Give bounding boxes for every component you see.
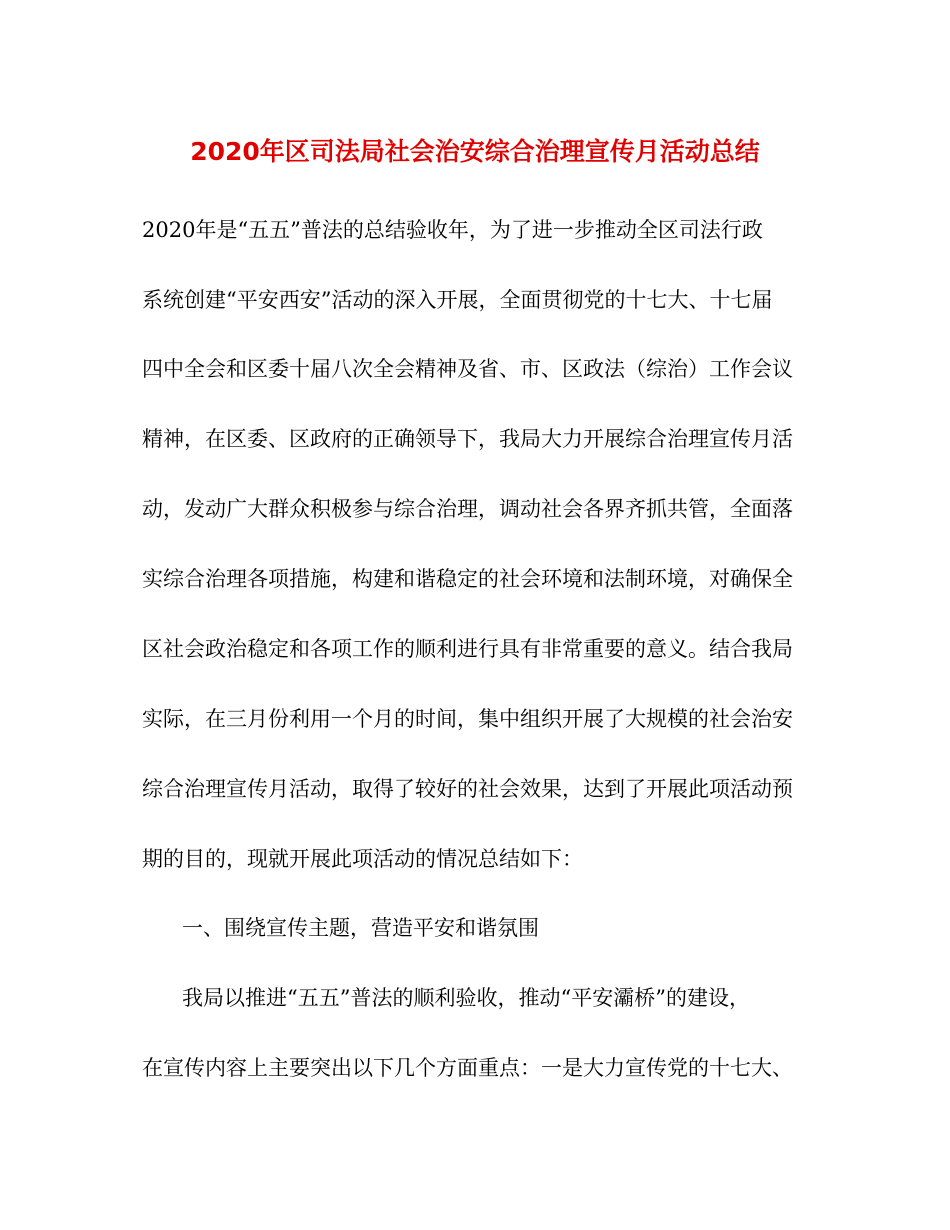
paragraph-line: 动，发动广大群众积极参与综合治理，调动社会各界齐抓共管，全面落	[142, 497, 793, 521]
paragraph-line: 区社会政治稳定和各项工作的顺利进行具有非常重要的意义。结合我局	[142, 637, 793, 661]
paragraph-line: 2020年是“五五”普法的总结验收年，为了进一步推动全区司法行政	[142, 218, 763, 242]
document-title: 2020年区司法局社会治安综合治理宣传月活动总结	[190, 137, 760, 166]
paragraph-line: 综合治理宣传月活动，取得了较好的社会效果，达到了开展此项活动预	[142, 777, 793, 801]
paragraph-line: 我局以推进“五五”普法的顺利验收，推动“平安灞桥”的建设，	[182, 986, 750, 1010]
paragraph-line: 精神，在区委、区政府的正确领导下，我局大力开展综合治理宣传月活	[142, 427, 793, 451]
section-heading: 一、围绕宣传主题，营造平安和谐氛围	[182, 916, 539, 940]
paragraph-line: 实综合治理各项措施，构建和谐稳定的社会环境和法制环境，对确保全	[142, 567, 793, 591]
paragraph-line: 四中全会和区委十届八次全会精神及省、市、区政法（综治）工作会议	[142, 357, 793, 381]
paragraph-line: 在宣传内容上主要突出以下几个方面重点：一是大力宣传党的十七大、	[142, 1056, 793, 1080]
paragraph-line: 系统创建“平安西安”活动的深入开展，全面贯彻党的十七大、十七届	[142, 288, 773, 312]
paragraph-line: 实际，在三月份利用一个月的时间，集中组织开展了大规模的社会治安	[142, 707, 793, 731]
paragraph-line: 期的目的，现就开展此项活动的情况总结如下：	[142, 847, 583, 871]
